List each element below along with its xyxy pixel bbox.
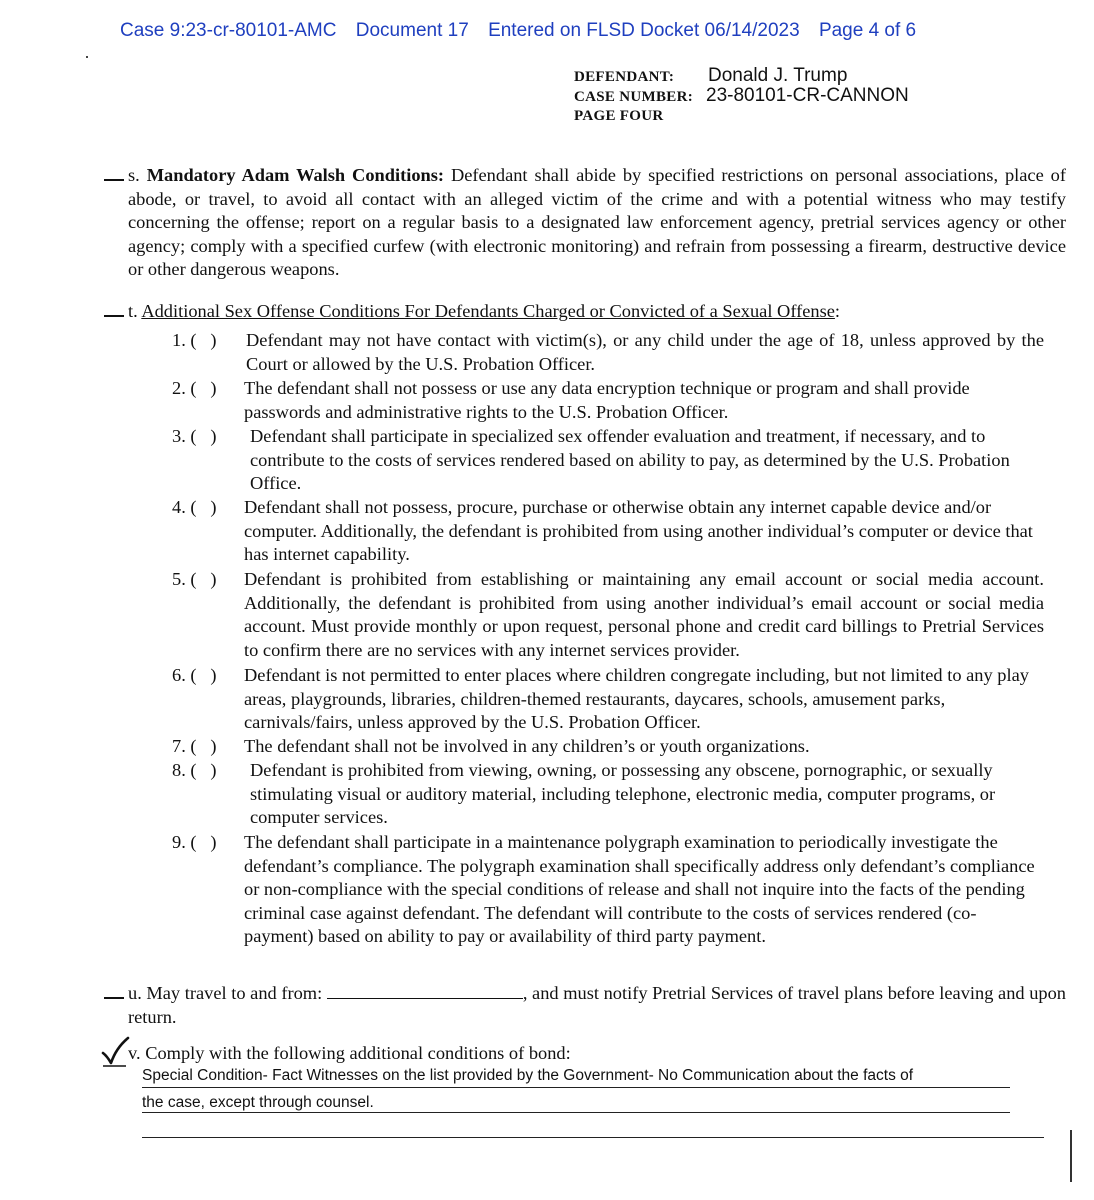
item-text: The defendant shall not be involved in any children’s or youth organizations.	[244, 736, 810, 756]
special-underline-1	[142, 1087, 1010, 1088]
defendant-block	[574, 66, 909, 126]
page-four-label: PAGE FOUR	[574, 108, 664, 124]
item-text: The defendant shall not possess or use any data encryption technique or program and shall provide passwords and administrative rights to the U.S. Probation Officer.	[244, 378, 970, 422]
blank-check-s	[104, 163, 124, 181]
condition-s	[104, 163, 1066, 282]
travel-destination-blank[interactable]	[327, 982, 523, 999]
list-item	[172, 664, 1044, 735]
item-number: 3. ( )	[172, 426, 217, 446]
case-number-label: CASE NUMBER:	[574, 89, 694, 105]
item-number: 1. ( )	[172, 330, 217, 350]
condition-u-text-after: , and must notify Pretrial Services of travel plans before leaving and upon return.	[128, 983, 1066, 1027]
list-item	[172, 831, 1044, 949]
docket-entry: Entered on FLSD Docket 06/14/2023	[488, 20, 800, 41]
item-text: Defendant is prohibited from establishing or maintaining any email account or social media account. Additionally, the defendant is prohibited from using another individual’s email account or social media account. Must provide monthly or upon request, personal phone and credit card billings to Pretrial Services to confirm there are no services with any internet services provider.	[244, 569, 1044, 660]
list-item	[172, 568, 1044, 662]
case-number-value: 23-80101-CR-CANNON	[706, 85, 909, 106]
special-underline-2	[142, 1112, 1010, 1113]
condition-t-heading	[104, 299, 1042, 324]
blank-check-t	[104, 299, 124, 317]
item-text: The defendant shall participate in a maintenance polygraph examination to periodically investigate the defendant’s compliance. The polygraph examination shall specifically address only defendant’s compliance or non-compliance with the special conditions of release and shall not inquire into the facts of the pending criminal case against defendant. The defendant will contribute to the costs of services rendered (co-payment) based on ability to pay or availability of third party payment.	[244, 832, 1035, 947]
list-item	[172, 377, 1044, 424]
item-text: Defendant shall not possess, procure, purchase or otherwise obtain any internet capable device and/or computer. Additionally, the defendant is prohibited from using another individual’s computer or device that has internet capability.	[244, 497, 1033, 565]
item-text: Defendant is not permitted to enter places where children congregate including, but not limited to any play areas, playgrounds, libraries, children-themed restaurants, daycares, schools, amusement parks, carnivals/fairs, unless approved by the U.S. Probation Officer.	[244, 665, 1029, 733]
defendant-name: Donald J. Trump	[708, 65, 848, 86]
item-number: 6. ( )	[172, 665, 217, 685]
page-number: Page 4 of 6	[818, 20, 917, 41]
blank-underline-3	[142, 1137, 1044, 1138]
case-number-row	[574, 86, 909, 106]
item-number: 9. ( )	[172, 832, 217, 852]
condition-s-text: Defendant shall abide by specified restrictions on personal associations, place of abode, or travel, to avoid all contact with an alleged victim of the crime and with a potential witness who may testify concerning the offense; report on a regular basis to a designated law enforcement agency, pretrial services agency or other agency; comply with a specified curfew (with electronic monitoring) and refrain from possessing a firearm, destructive device or other dangerous weapons.	[128, 165, 1066, 280]
condition-u-text: u. May travel to and from:	[128, 983, 323, 1003]
condition-t-letter: t.	[128, 301, 138, 321]
list-item	[172, 425, 1044, 496]
document-number: Document 17	[355, 20, 469, 41]
condition-u	[104, 981, 1066, 1029]
list-item	[172, 735, 1044, 759]
item-number: 2. ( )	[172, 378, 217, 398]
page-label-row	[574, 106, 909, 126]
special-condition-line-2: the case, except through counsel.	[142, 1094, 374, 1111]
condition-s-title: Mandatory Adam Walsh Conditions:	[146, 165, 445, 185]
blank-check-u	[104, 981, 124, 999]
item-number: 4. ( )	[172, 497, 217, 517]
item-text: Defendant is prohibited from viewing, owning, or possessing any obscene, pornographic, or sexually stimulating visual or auditory material, including telephone, electronic media, computer programs, or computer services.	[250, 760, 996, 828]
defendant-label: DEFENDANT:	[574, 69, 675, 85]
condition-t-colon: :	[834, 301, 841, 321]
condition-v-text: v. Comply with the following additional conditions of bond:	[128, 1043, 571, 1063]
condition-t-title: Additional Sex Offense Conditions For Defendants Charged or Convicted of a Sexual Offense	[141, 301, 835, 321]
case-id: Case 9:23-cr-80101-AMC	[120, 20, 337, 41]
item-number: 7. ( )	[172, 736, 217, 756]
checkmark-icon	[100, 1036, 130, 1068]
condition-s-letter: s.	[128, 165, 140, 185]
item-text: Defendant may not have contact with victim(s), or any child under the age of 18, unless approved by the Court or allowed by the U.S. Probation Officer.	[246, 330, 1044, 374]
defendant-row	[574, 66, 909, 86]
list-item	[172, 329, 1044, 376]
special-condition-line-1: Special Condition- Fact Witnesses on the list provided by the Government- No Communication about the facts of	[142, 1067, 914, 1084]
item-number: 8. ( )	[172, 760, 217, 780]
list-item	[172, 496, 1044, 567]
list-item	[172, 759, 1044, 830]
item-text: Defendant shall participate in specialized sex offender evaluation and treatment, if necessary, and to contribute to the costs of services rendered based on ability to pay, as determined by the U.S. Probation Office.	[250, 426, 1010, 494]
scan-margin-line	[1070, 1130, 1072, 1182]
item-number: 5. ( )	[172, 569, 217, 589]
scan-speck	[86, 56, 88, 58]
docket-header	[120, 20, 1020, 42]
